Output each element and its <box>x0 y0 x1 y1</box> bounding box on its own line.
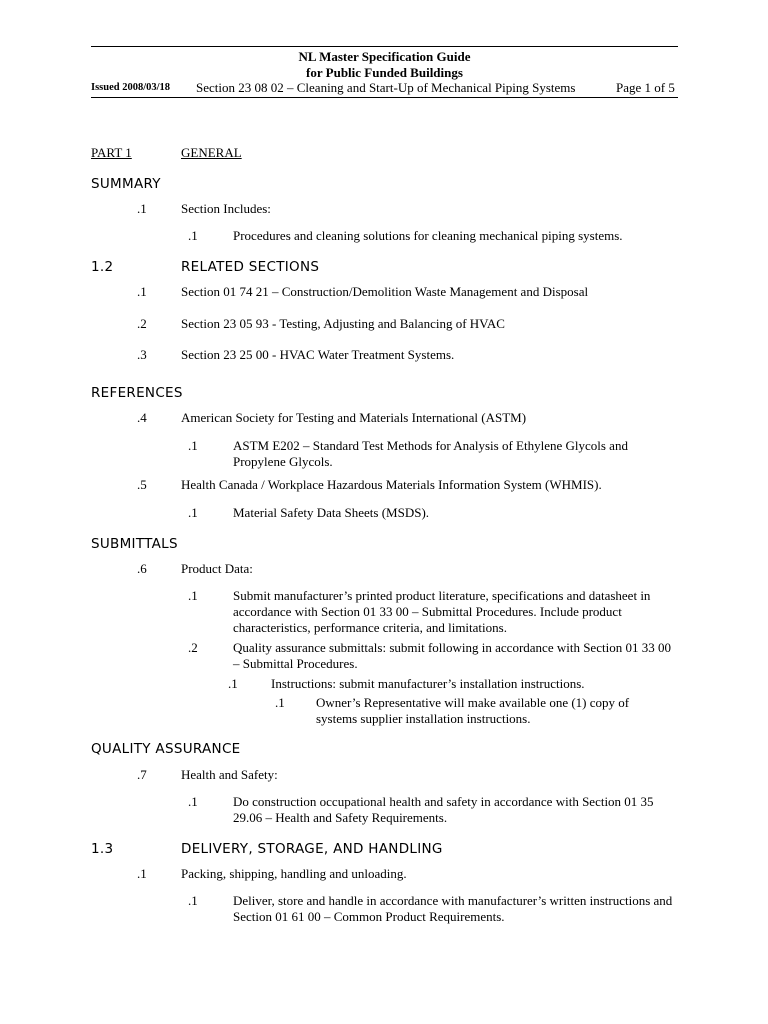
delivery-heading: DELIVERY, STORAGE, AND HANDLING <box>181 841 443 857</box>
subitem-text: Submit manufacturer’s printed product literature, specifications and datasheet in accordance with Section 01 33 00 – Submittal Procedures. Include product characteristics, performance criteria, and limitations. <box>233 588 651 635</box>
subitem-text: ASTM E202 – Standard Test Methods for Analysis of Ethylene Glycols and Propylene Glycols. <box>233 438 628 469</box>
item-text: Packing, shipping, handling and unloading. <box>181 866 407 881</box>
subitem-text: Procedures and cleaning solutions for cleaning mechanical piping systems. <box>233 228 623 243</box>
part-title: GENERAL <box>181 145 242 160</box>
item-number: .3 <box>137 347 147 362</box>
delivery-number: 1.3 <box>91 841 114 857</box>
related-heading: RELATED SECTIONS <box>181 259 320 275</box>
item-text: Section 23 25 00 - HVAC Water Treatment Systems. <box>181 347 455 362</box>
subsubsubitem-number: .1 <box>275 695 285 710</box>
item-text: American Society for Testing and Materials International (ASTM) <box>181 410 527 425</box>
qa-heading: QUALITY ASSURANCE <box>91 741 241 757</box>
item-number: .2 <box>137 316 147 331</box>
subitem-number: .1 <box>188 794 198 809</box>
subsubitem-text: Instructions: submit manufacturer’s installation instructions. <box>271 676 585 691</box>
related-number: 1.2 <box>91 259 114 275</box>
item-text: Health Canada / Workplace Hazardous Materials Information System (WHMIS). <box>181 477 602 492</box>
item-number: .1 <box>137 201 147 216</box>
item-text: Product Data: <box>181 561 253 576</box>
references-heading: REFERENCES <box>91 385 183 401</box>
subitem-text: Do construction occupational health and safety in accordance with Section 01 35 29.06 – Health and Safety Requirements. <box>233 794 654 825</box>
item-number: .4 <box>137 410 147 425</box>
header-bottom-rule <box>91 97 678 98</box>
section-title: Section 23 08 02 – Cleaning and Start-Up of Mechanical Piping Systems <box>196 80 576 95</box>
header-top-rule <box>91 46 678 47</box>
subitem-number: .1 <box>188 228 198 243</box>
item-number: .5 <box>137 477 147 492</box>
subitem-number: .1 <box>188 438 198 453</box>
item-text: Health and Safety: <box>181 767 278 782</box>
subitem-number: .2 <box>188 640 198 655</box>
subsubsubitem-text: Owner’s Representative will make available one (1) copy of systems supplier installation instructions. <box>316 695 630 726</box>
part-number: PART 1 <box>91 145 132 160</box>
item-number: .6 <box>137 561 147 576</box>
item-text: Section 01 74 21 – Construction/Demolition Waste Management and Disposal <box>181 284 589 299</box>
subitem-number: .1 <box>188 588 198 603</box>
subitem-number: .1 <box>188 893 198 908</box>
subitem-number: .1 <box>188 505 198 520</box>
page-number: Page 1 of 5 <box>616 80 675 95</box>
subsubitem-number: .1 <box>228 676 238 691</box>
subitem-text: Material Safety Data Sheets (MSDS). <box>233 505 430 520</box>
item-number: .1 <box>137 866 147 881</box>
item-text: Section 23 05 93 - Testing, Adjusting and Balancing of HVAC <box>181 316 505 331</box>
subitem-text: Deliver, store and handle in accordance with manufacturer’s written instructions and Section 01 61 00 – Common Product Requirements. <box>233 893 673 924</box>
submittals-heading: SUBMITTALS <box>91 536 178 552</box>
header-title-line2: for Public Funded Buildings <box>306 65 463 80</box>
item-number: .7 <box>137 767 147 782</box>
item-text: Section Includes: <box>181 201 271 216</box>
subitem-text: Quality assurance submittals: submit following in accordance with Section 01 33 00 – Submittal Procedures. <box>233 640 671 671</box>
item-number: .1 <box>137 284 147 299</box>
summary-heading: SUMMARY <box>91 176 161 192</box>
issued-date: Issued 2008/03/18 <box>91 82 171 93</box>
header-title-line1: NL Master Specification Guide <box>298 49 471 64</box>
